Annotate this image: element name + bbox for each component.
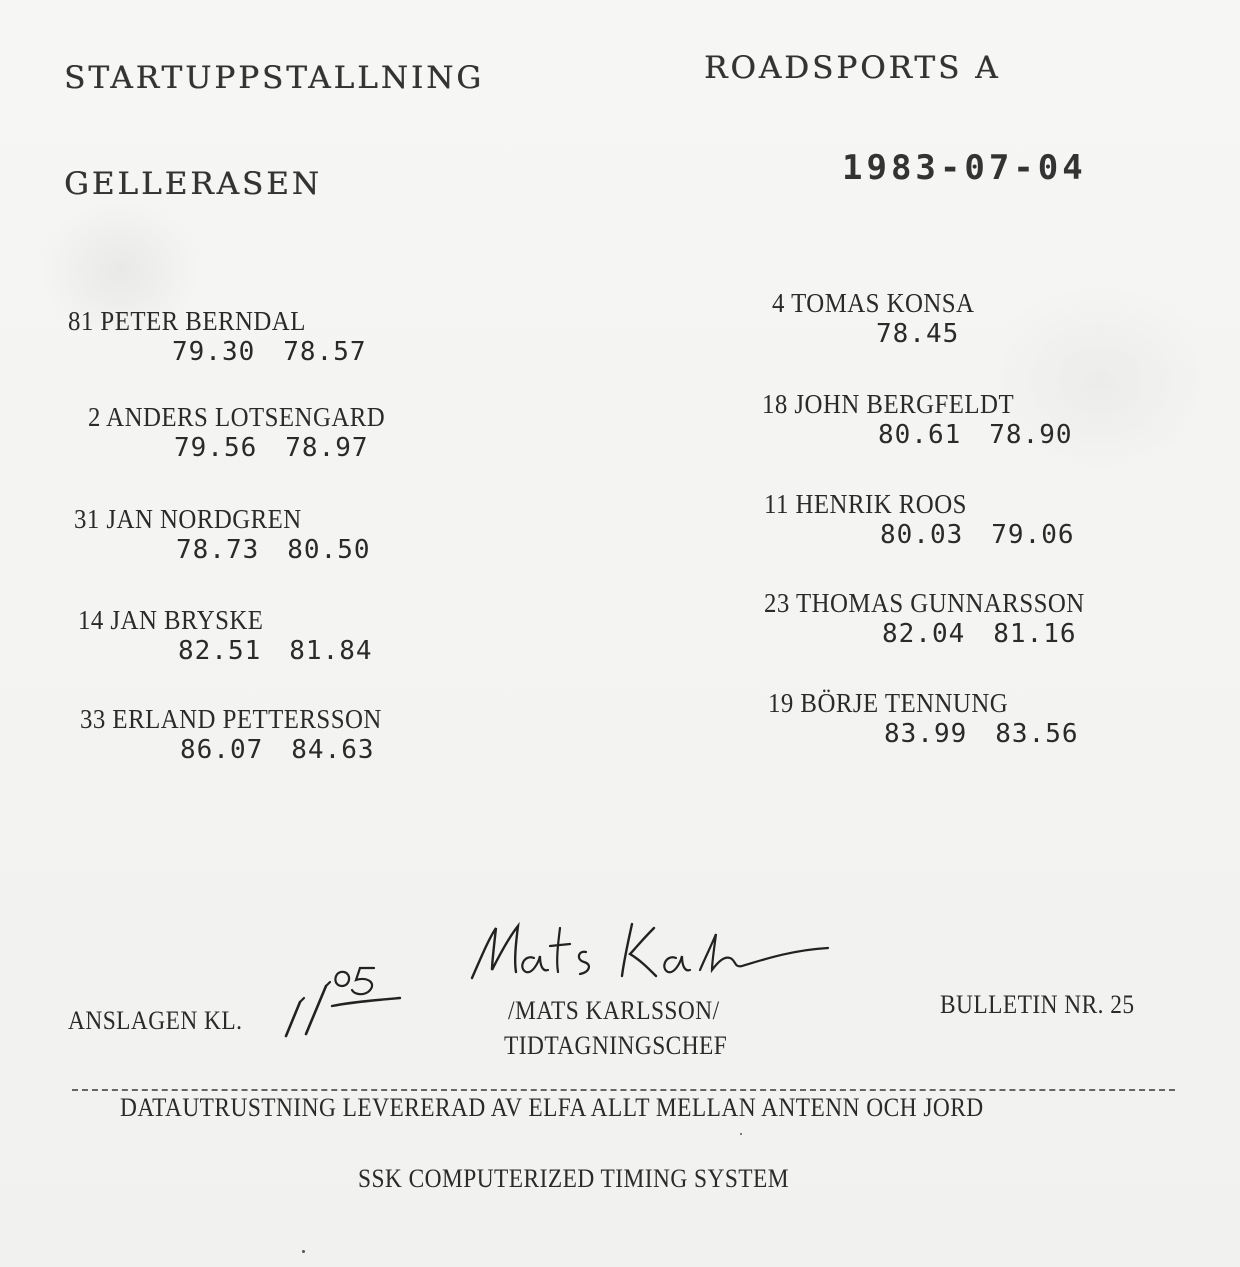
entry-name-line <box>768 688 1054 719</box>
grid-entry <box>88 402 411 463</box>
lap-time-1: 80.03 <box>880 520 964 550</box>
lap-time-2: 78.57 <box>283 337 367 367</box>
lap-times <box>176 535 371 565</box>
lap-times <box>882 619 1113 649</box>
entry-name-line <box>80 704 382 735</box>
lap-time-2: 78.90 <box>989 420 1073 450</box>
lap-time-1: 79.30 <box>172 337 256 367</box>
lap-times <box>178 636 373 666</box>
driver-name: BÖRJE TENNUNG <box>800 688 1009 718</box>
entry-name-line <box>764 588 1085 619</box>
dashed-divider <box>72 1089 1175 1091</box>
lap-time-2: 78.97 <box>285 433 369 463</box>
grid-entry <box>762 389 1073 450</box>
lap-time-1: 82.04 <box>882 619 966 649</box>
lap-time-2: 81.16 <box>993 619 1077 649</box>
lap-times <box>880 520 1075 550</box>
lap-time-1: 86.07 <box>180 735 264 765</box>
lap-time-1: 83.99 <box>884 719 968 749</box>
system-line: SSK COMPUTERIZED TIMING SYSTEM <box>358 1164 790 1193</box>
entry-name-line <box>74 504 347 535</box>
grid-entry <box>68 306 367 367</box>
bulletin-number: BULLETIN NR. 25 <box>940 990 1135 1019</box>
entry-name-line <box>78 605 349 636</box>
driver-name: JOHN BERGFELDT <box>794 389 1015 419</box>
car-number: 18 <box>762 389 788 419</box>
event-date: 1983-07-04 <box>842 148 1087 188</box>
class-title: ROADSPORTS A <box>704 50 1001 86</box>
car-number: 31 <box>74 504 100 534</box>
grid-entry <box>764 489 1075 550</box>
lap-times <box>174 433 411 463</box>
paper-speck <box>302 1250 305 1253</box>
lap-times <box>884 719 1079 749</box>
lap-times <box>878 420 1073 450</box>
signature-mats-karlsson <box>462 910 842 990</box>
grid-entry <box>772 288 992 349</box>
entry-name-line <box>772 288 974 319</box>
official-title: TIDTAGNINGSCHEF <box>504 1031 728 1060</box>
lap-time-1: 79.56 <box>174 433 258 463</box>
entry-name-line <box>764 489 1050 520</box>
lap-time-2: 79.06 <box>991 520 1075 550</box>
driver-name: ERLAND PETTERSSON <box>112 704 382 734</box>
entry-name-line <box>762 389 1048 420</box>
grid-entry <box>764 588 1113 649</box>
lap-time-1: 78.45 <box>876 319 960 349</box>
lap-time-1: 82.51 <box>178 636 262 666</box>
driver-name: JAN NORDGREN <box>106 504 302 534</box>
driver-name: JAN BRYSKE <box>110 605 264 635</box>
car-number: 33 <box>80 704 106 734</box>
lap-time-2: 83.56 <box>995 719 1079 749</box>
car-number: 4 <box>772 288 785 318</box>
lap-times <box>172 337 367 367</box>
car-number: 23 <box>764 588 790 618</box>
driver-name: PETER BERNDAL <box>100 306 306 336</box>
car-number: 14 <box>78 605 104 635</box>
lap-time-1: 80.61 <box>878 420 962 450</box>
paper-speck <box>740 1133 742 1135</box>
grid-entry <box>768 688 1079 749</box>
posted-label: ANSLAGEN KL. <box>68 1006 243 1035</box>
lap-times <box>876 319 992 349</box>
handwritten-posted-time <box>282 962 412 1042</box>
lap-time-2: 84.63 <box>291 735 375 765</box>
driver-name: TOMAS KONSA <box>791 288 975 318</box>
sponsor-line: DATAUTRUSTNING LEVERERAD AV ELFA ALLT MELLAN ANTENN OCH JORD <box>120 1093 984 1122</box>
official-name: /MATS KARLSSON/ <box>508 996 720 1025</box>
driver-name: THOMAS GUNNARSSON <box>795 588 1085 618</box>
car-number: 11 <box>764 489 789 519</box>
car-number: 81 <box>68 306 94 336</box>
grid-entry <box>78 605 373 666</box>
venue-name: GELLERASEN <box>64 166 322 202</box>
driver-name: ANDERS LOTSENGARD <box>106 402 386 432</box>
lap-time-2: 80.50 <box>287 535 371 565</box>
entry-name-line <box>68 306 343 337</box>
lap-times <box>180 735 408 765</box>
car-number: 2 <box>88 402 101 432</box>
driver-name: HENRIK ROOS <box>795 489 967 519</box>
entry-name-line <box>88 402 385 433</box>
document-title: STARTUPPSTALLNING <box>64 60 484 96</box>
lap-time-2: 81.84 <box>289 636 373 666</box>
lap-time-1: 78.73 <box>176 535 260 565</box>
grid-entry <box>74 504 371 565</box>
car-number: 19 <box>768 688 794 718</box>
grid-entry <box>80 704 408 765</box>
